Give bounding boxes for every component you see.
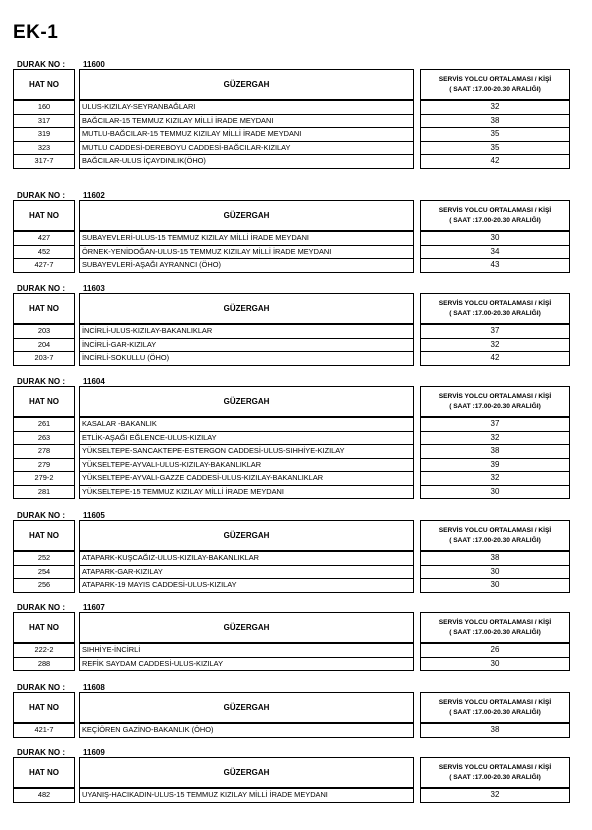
servis-header-line1: SERVİS YOLCU ORTALAMASI / KİŞİ [438,526,552,534]
passenger-average-cell: 38 [420,114,570,129]
guzergah-header: GÜZERGAH [79,757,414,788]
servis-header-line2: ( SAAT :17.00-20.30 ARALIĞI) [449,536,541,544]
guzergah-header: GÜZERGAH [79,69,414,100]
servis-header [420,692,570,723]
durak-no-label: DURAK NO : [17,284,65,293]
route-cell: YÜKSELTEPE-SANCAKTEPE-ESTERGON CADDESİ-ULUS-SIHHİYE-KIZILAY [79,444,414,459]
servis-header-line1: SERVİS YOLCU ORTALAMASI / KİŞİ [438,698,552,706]
route-cell: ULUS-KIZILAY-SEYRANBAĞLARI [79,100,414,115]
passenger-average-cell: 37 [420,324,570,339]
passenger-average-cell: 37 [420,417,570,432]
durak-no-label: DURAK NO : [17,603,65,612]
passenger-average-cell: 32 [420,788,570,803]
servis-header [420,757,570,788]
hat-no-cell: 222-2 [13,643,75,658]
servis-header-line2: ( SAAT :17.00-20.30 ARALIĞI) [449,216,541,224]
route-cell: ÖRNEK-YENİDOĞAN-ULUS-15 TEMMUZ KIZILAY MİLLİ İRADE MEYDANI [79,245,414,260]
route-cell: BAĞCILAR-ULUS İÇAYDINLIK(ÖHO) [79,154,414,169]
passenger-average-cell: 32 [420,338,570,353]
route-cell: ATAPARK-KUŞCAĞIZ-ULUS-KIZILAY-BAKANLIKLAR [79,551,414,566]
guzergah-header: GÜZERGAH [79,386,414,417]
hat-no-header: HAT NO [13,757,75,788]
route-cell: ETLİK-AŞAĞI EĞLENCE-ULUS-KIZILAY [79,431,414,446]
route-cell: ATAPARK-19 MAYIS CADDESİ-ULUS-KIZILAY [79,578,414,593]
route-cell: İNCİRLİ-ULUS-KIZILAY-BAKANLIKLAR [79,324,414,339]
guzergah-header: GÜZERGAH [79,612,414,643]
page-title: EK-1 [13,22,59,43]
stop-section [0,603,592,672]
durak-no-label: DURAK NO : [17,377,65,386]
passenger-average-cell: 30 [420,231,570,246]
route-cell: İNCİRLİ-GAR-KIZILAY [79,338,414,353]
hat-no-header: HAT NO [13,69,75,100]
hat-no-header: HAT NO [13,200,75,231]
servis-header-line2: ( SAAT :17.00-20.30 ARALIĞI) [449,628,541,636]
hat-no-header: HAT NO [13,386,75,417]
route-cell: UYANIŞ-HACIKADIN-ULUS-15 TEMMUZ KIZILAY MİLLİ İRADE MEYDANI [79,788,414,803]
hat-no-cell: 203 [13,324,75,339]
hat-no-cell: 256 [13,578,75,593]
passenger-average-cell: 32 [420,431,570,446]
hat-no-cell: 323 [13,141,75,156]
servis-header-line1: SERVİS YOLCU ORTALAMASI / KİŞİ [438,392,552,400]
passenger-average-cell: 39 [420,458,570,473]
hat-no-cell: 281 [13,485,75,500]
hat-no-cell: 319 [13,127,75,142]
passenger-average-cell: 26 [420,643,570,658]
route-cell: MUTLU CADDESİ-DEREBOYU CADDESİ-BAĞCILAR-KIZILAY [79,141,414,156]
stop-section [0,284,592,367]
passenger-average-cell: 43 [420,258,570,273]
durak-no-value: 11603 [83,284,105,293]
route-cell: YÜKSELTEPE-15 TEMMUZ KIZILAY MİLLİ İRADE MEYDANI [79,485,414,500]
route-cell: REFİK SAYDAM CADDESİ-ULUS-KIZILAY [79,657,414,672]
stop-section [0,191,592,274]
passenger-average-cell: 30 [420,578,570,593]
route-cell: SUBAYEVLERİ-AŞAĞI AYRANNCI (ÖHO) [79,258,414,273]
servis-header-line1: SERVİS YOLCU ORTALAMASI / KİŞİ [438,206,552,214]
passenger-average-cell: 42 [420,154,570,169]
durak-no-value: 11600 [83,60,105,69]
hat-no-cell: 279-2 [13,471,75,486]
durak-no-value: 11604 [83,377,105,386]
route-cell: YÜKSELTEPE-AYVALI-ULUS-KIZILAY-BAKANLIKLAR [79,458,414,473]
servis-header-line1: SERVİS YOLCU ORTALAMASI / KİŞİ [438,618,552,626]
servis-header-line2: ( SAAT :17.00-20.30 ARALIĞI) [449,773,541,781]
route-cell: İNCİRLİ-SOKULLU (ÖHO) [79,351,414,366]
hat-no-cell: 252 [13,551,75,566]
route-cell: KASALAR -BAKANLIK [79,417,414,432]
passenger-average-cell: 42 [420,351,570,366]
hat-no-cell: 160 [13,100,75,115]
servis-header [420,293,570,324]
passenger-average-cell: 38 [420,551,570,566]
servis-header [420,69,570,100]
hat-no-cell: 427-7 [13,258,75,273]
hat-no-cell: 261 [13,417,75,432]
hat-no-cell: 203-7 [13,351,75,366]
route-cell: KEÇİÖREN GAZİNO-BAKANLIK (ÖHO) [79,723,414,738]
durak-no-label: DURAK NO : [17,683,65,692]
hat-no-cell: 421-7 [13,723,75,738]
route-cell: SIHHİYE-İNCİRLİ [79,643,414,658]
hat-no-cell: 279 [13,458,75,473]
durak-no-label: DURAK NO : [17,748,65,757]
hat-no-header: HAT NO [13,520,75,551]
stop-section [0,60,592,170]
servis-header-line2: ( SAAT :17.00-20.30 ARALIĞI) [449,708,541,716]
hat-no-cell: 317 [13,114,75,129]
guzergah-header: GÜZERGAH [79,520,414,551]
hat-no-header: HAT NO [13,612,75,643]
servis-header-line2: ( SAAT :17.00-20.30 ARALIĞI) [449,309,541,317]
stop-section [0,748,592,804]
servis-header-line1: SERVİS YOLCU ORTALAMASI / KİŞİ [438,299,552,307]
durak-no-value: 11607 [83,603,105,612]
route-cell: SUBAYEVLERİ-ULUS-15 TEMMUZ KIZILAY MİLLİ İRADE MEYDANI [79,231,414,246]
route-cell: MUTLU-BAĞCILAR-15 TEMMUZ KIZILAY MİLLİ İRADE MEYDANI [79,127,414,142]
servis-header-line2: ( SAAT :17.00-20.30 ARALIĞI) [449,402,541,410]
passenger-average-cell: 30 [420,657,570,672]
servis-header-line1: SERVİS YOLCU ORTALAMASI / KİŞİ [438,75,552,83]
durak-no-value: 11609 [83,748,105,757]
passenger-average-cell: 34 [420,245,570,260]
hat-no-cell: 452 [13,245,75,260]
guzergah-header: GÜZERGAH [79,200,414,231]
durak-no-value: 11605 [83,511,105,520]
hat-no-cell: 254 [13,565,75,580]
route-cell: YÜKSELTEPE-AYVALI-GAZZE CADDESİ-ULUS-KIZILAY-BAKANLIKLAR [79,471,414,486]
passenger-average-cell: 30 [420,485,570,500]
guzergah-header: GÜZERGAH [79,692,414,723]
guzergah-header: GÜZERGAH [79,293,414,324]
servis-header [420,386,570,417]
hat-no-cell: 278 [13,444,75,459]
passenger-average-cell: 38 [420,723,570,738]
passenger-average-cell: 30 [420,565,570,580]
passenger-average-cell: 38 [420,444,570,459]
servis-header-line1: SERVİS YOLCU ORTALAMASI / KİŞİ [438,763,552,771]
passenger-average-cell: 35 [420,141,570,156]
hat-no-header: HAT NO [13,293,75,324]
hat-no-cell: 317-7 [13,154,75,169]
durak-no-label: DURAK NO : [17,60,65,69]
hat-no-cell: 482 [13,788,75,803]
servis-header-line2: ( SAAT :17.00-20.30 ARALIĞI) [449,85,541,93]
servis-header [420,200,570,231]
hat-no-cell: 427 [13,231,75,246]
servis-header [420,612,570,643]
durak-no-label: DURAK NO : [17,191,65,200]
route-cell: ATAPARK-GAR-KIZILAY [79,565,414,580]
stop-section [0,683,592,739]
servis-header [420,520,570,551]
hat-no-cell: 288 [13,657,75,672]
passenger-average-cell: 32 [420,471,570,486]
durak-no-value: 11608 [83,683,105,692]
stop-section [0,511,592,594]
stop-section [0,377,592,500]
durak-no-value: 11602 [83,191,105,200]
route-cell: BAĞCILAR-15 TEMMUZ KIZILAY MİLLİ İRADE MEYDANI [79,114,414,129]
hat-no-cell: 204 [13,338,75,353]
hat-no-header: HAT NO [13,692,75,723]
durak-no-label: DURAK NO : [17,511,65,520]
passenger-average-cell: 35 [420,127,570,142]
passenger-average-cell: 32 [420,100,570,115]
hat-no-cell: 263 [13,431,75,446]
